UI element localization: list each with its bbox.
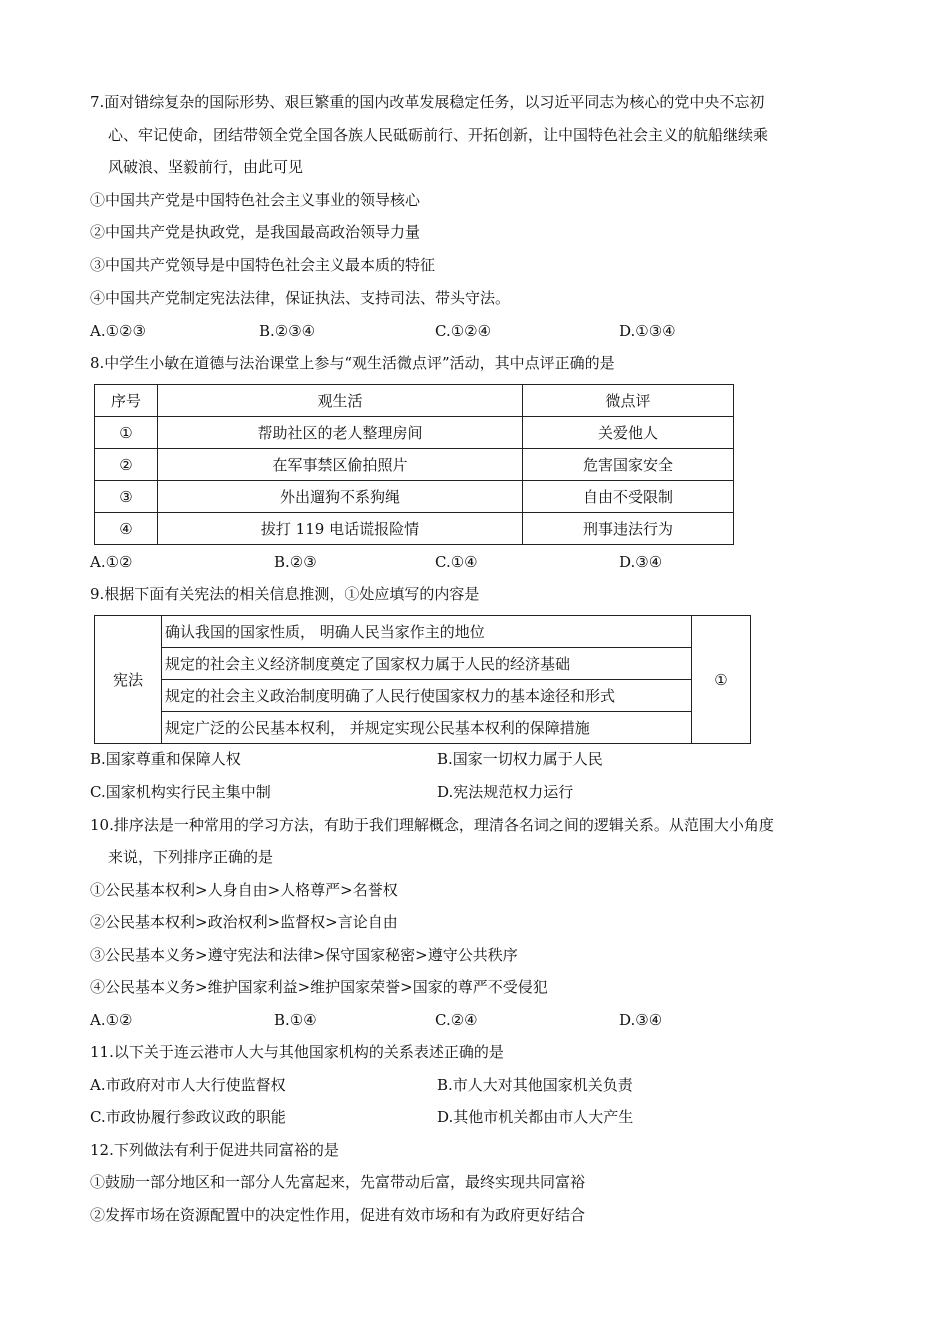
table-cell: 外出遛狗不系狗绳: [158, 481, 523, 513]
table-cell: 危害国家安全: [523, 449, 734, 481]
table-header: 观生活: [158, 385, 523, 417]
q7-option-a: A.①②③: [90, 322, 146, 340]
table-cell: ①: [95, 417, 158, 449]
q10-item-2: ②公民基本权利>政治权利>监督权>言论自由: [90, 913, 398, 931]
q8-option-d: D.③④: [619, 553, 663, 571]
q7-item-4: ④中国共产党制定宪法法律，保证执法、支持司法、带头守法。: [90, 289, 511, 307]
q12-item-1: ①鼓励一部分地区和一部分人先富起来，先富带动后富，最终实现共同富裕: [90, 1173, 586, 1191]
q9-option-b: B.国家一切权力属于人民: [437, 750, 603, 768]
table-cell: 刑事违法行为: [523, 513, 734, 545]
q11-option-c: C.市政协履行参政议政的职能: [90, 1108, 286, 1126]
table-cell: 在军事禁区偷拍照片: [158, 449, 523, 481]
q11-stem: 11.以下关于连云港市人大与其他国家机构的关系表述正确的是: [90, 1043, 504, 1061]
q9-option-c: C.国家机构实行民主集中制: [90, 783, 271, 801]
q8-stem: 8.中学生小敏在道德与法治课堂上参与“观生活微点评”活动，其中点评正确的是: [90, 354, 615, 372]
q10-stem-line-2: 来说，下列排序正确的是: [108, 848, 274, 866]
q11-option-d: D.其他市机关都由市人大产生: [437, 1108, 634, 1126]
q10-item-4: ④公民基本义务>维护国家利益>维护国家荣誉>国家的尊严不受侵犯: [90, 978, 548, 996]
table-cell-blank-1: ①: [692, 616, 751, 744]
q11-option-b: B.市人大对其他国家机关负责: [437, 1076, 633, 1094]
table-header: 序号: [95, 385, 158, 417]
q7-item-2: ②中国共产党是执政党，是我国最高政治领导力量: [90, 223, 421, 241]
table-header-row: [95, 385, 734, 417]
table-cell: 帮助社区的老人整理房间: [158, 417, 523, 449]
table-row: [95, 417, 734, 449]
q7-option-b: B.②③④: [259, 322, 316, 340]
table-cell: 确认我国的国家性质， 明确人民当家作主的地位: [162, 616, 692, 648]
table-row: [95, 481, 734, 513]
table-cell: ④: [95, 513, 158, 545]
table-row: [95, 449, 734, 481]
table-cell: 关爱他人: [523, 417, 734, 449]
q8-option-a: A.①②: [90, 553, 133, 571]
q12-stem: 12.下列做法有利于促进共同富裕的是: [90, 1141, 339, 1159]
q10-option-c: C.②④: [435, 1011, 478, 1029]
q9-option-a: B.国家尊重和保障人权: [90, 750, 241, 768]
table-cell: ③: [95, 481, 158, 513]
table-row: [95, 648, 751, 680]
table-row: [95, 513, 734, 545]
q11-option-a: A.市政府对市人大行使监督权: [90, 1076, 286, 1094]
q10-item-1: ①公民基本权利>人身自由>人格尊严>名誉权: [90, 881, 398, 899]
table-row: [95, 712, 751, 744]
table-row: [95, 680, 751, 712]
q9-option-d: D.宪法规范权力运行: [437, 783, 574, 801]
q7-option-c: C.①②④: [435, 322, 492, 340]
q7-stem-line-3: 风破浪、坚毅前行，由此可见: [108, 158, 304, 176]
q10-option-d: D.③④: [619, 1011, 663, 1029]
q7-item-1: ①中国共产党是中国特色社会主义事业的领导核心: [90, 191, 421, 209]
table-cell: 拔打 119 电话谎报险情: [158, 513, 523, 545]
q8-table: [94, 384, 734, 545]
q7-item-3: ③中国共产党领导是中国特色社会主义最本质的特征: [90, 256, 436, 274]
q10-stem-line-1: 10.排序法是一种常用的学习方法，有助于我们理解概念，理清各名词之间的逻辑关系。从范围大小角度: [90, 816, 774, 834]
q7-option-d: D.①③④: [619, 322, 676, 340]
q10-option-b: B.①④: [274, 1011, 317, 1029]
table-row: [95, 616, 751, 648]
table-header: 微点评: [523, 385, 734, 417]
q8-option-b: B.②③: [274, 553, 317, 571]
q10-option-a: A.①②: [90, 1011, 133, 1029]
table-cell: 规定的社会主义政治制度明确了人民行使国家权力的基本途径和形式: [162, 680, 692, 712]
table-cell: 自由不受限制: [523, 481, 734, 513]
q8-option-c: C.①④: [435, 553, 478, 571]
q7-stem-line-2: 心、牢记使命，团结带领全党全国各族人民砥砺前行、开拓创新，让中国特色社会主义的航船继续乘: [108, 126, 769, 144]
q12-item-2: ②发挥市场在资源配置中的决定性作用，促进有效市场和有为政府更好结合: [90, 1206, 586, 1224]
q10-item-3: ③公民基本义务>遵守宪法和法律>保守国家秘密>遵守公共秩序: [90, 946, 518, 964]
table-cell: 规定的社会主义经济制度奠定了国家权力属于人民的经济基础: [162, 648, 692, 680]
q7-stem-line-1: 7.面对错综复杂的国际形势、艰巨繁重的国内改革发展稳定任务，以习近平同志为核心的党中央不忘初: [90, 93, 765, 111]
table-cell: 规定广泛的公民基本权利， 并规定实现公民基本权利的保障措施: [162, 712, 692, 744]
table-cell-constitution: 宪法: [95, 616, 162, 744]
q9-table: [94, 615, 751, 744]
q9-stem: 9.根据下面有关宪法的相关信息推测，①处应填写的内容是: [90, 585, 480, 603]
table-cell: ②: [95, 449, 158, 481]
